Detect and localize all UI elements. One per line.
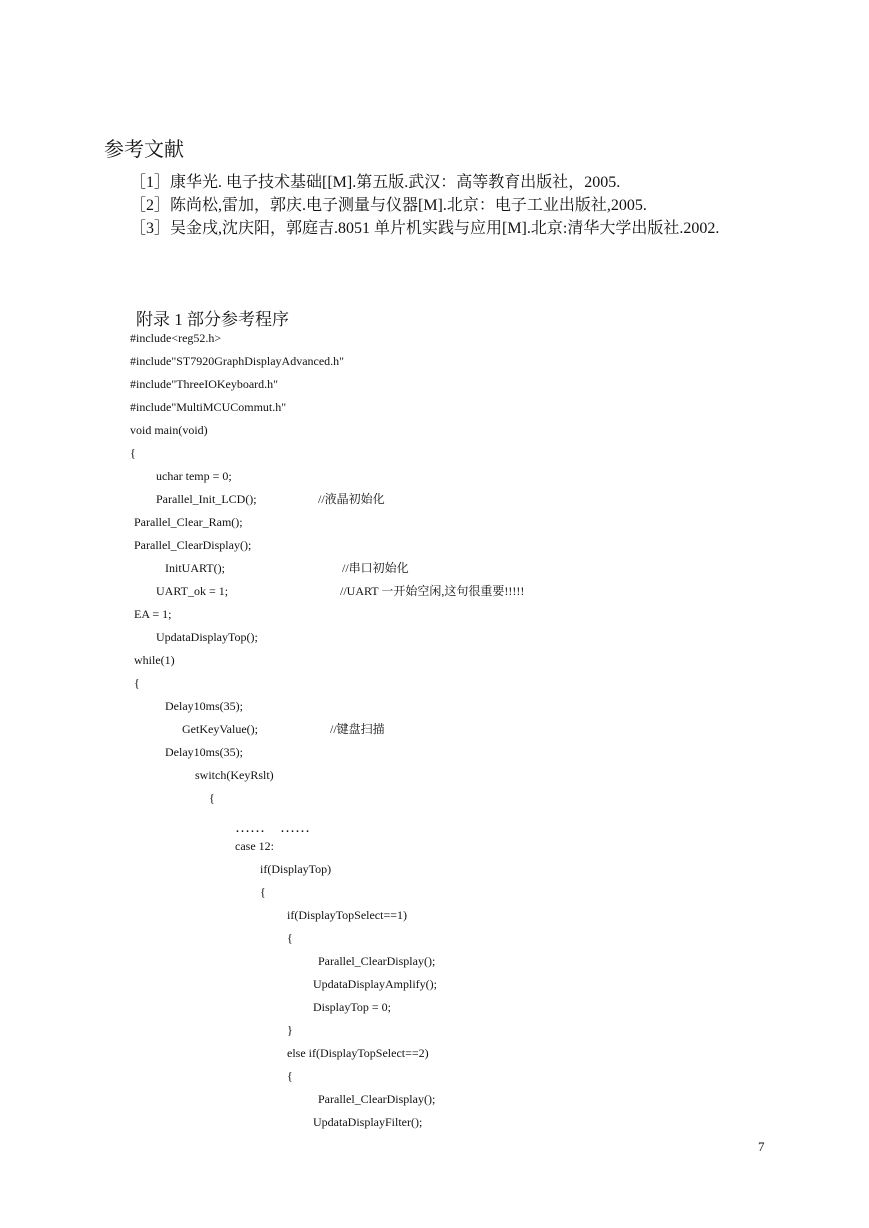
code-line [165,744,243,760]
code-line [130,399,286,415]
code-line [134,537,251,553]
code-line [156,629,258,645]
code-line [318,1091,435,1107]
code-line [260,884,266,900]
code-line [165,560,409,576]
code-text: void main(void) [130,423,208,437]
code-line [235,820,310,836]
code-line [313,999,391,1015]
page-number: 7 [758,1139,765,1154]
code-text: Parallel_Clear_Ram(); [134,515,243,529]
code-line [287,907,407,923]
code-text: Parallel_ClearDisplay(); [134,538,252,552]
code-text: Delay10ms(35); [165,745,243,759]
code-comment: //串口初始化 [342,561,409,575]
code-line [287,930,293,946]
code-line [287,1022,293,1038]
code-line [130,445,136,461]
code-line [318,953,435,969]
code-comment: //UART 一开始空闲,这句很重要!!!!! [340,584,525,598]
appendix-title: 附录 1 部分参考程序 [136,310,289,329]
reference-item: ［1］康华光. 电子技术基础[[M].第五版.武汉：高等教育出版社，2005. [130,174,621,191]
code-text: { [260,885,266,899]
code-comment: //液晶初始化 [318,492,385,506]
code-text: Parallel_ClearDisplay(); [318,954,436,968]
code-line [130,422,208,438]
code-text: while(1) [134,653,175,667]
code-line [235,838,274,854]
code-text: case 12: [235,839,274,853]
code-line [287,1045,429,1061]
code-text: UART_ok = 1; [156,584,229,598]
code-line [287,1068,293,1084]
code-text: InitUART(); [165,561,225,575]
reference-item: ［3］吴金戌,沈庆阳，郭庭吉.8051 单片机实践与应用[M].北京:清华大学出版社.2002. [130,220,720,237]
code-text: Parallel_Init_LCD(); [156,492,257,506]
code-text: if(DisplayTop) [260,862,332,876]
code-line [156,491,385,507]
code-text: #include"MultiMCUCommut.h" [130,400,287,414]
code-text: uchar temp = 0; [156,469,232,483]
code-line [156,468,232,484]
code-text: { [209,791,215,805]
reference-item: ［2］陈尚松,雷加，郭庆.电子测量与仪器[M].北京：电子工业出版社,2005. [130,197,647,214]
code-text: EA = 1; [134,607,172,621]
code-text: Parallel_ClearDisplay(); [318,1092,436,1106]
code-line [209,790,215,806]
code-text: { [287,931,293,945]
code-text: Delay10ms(35); [165,699,243,713]
code-text: GetKeyValue(); [182,722,258,736]
code-text: UpdataDisplayFilter(); [313,1115,423,1129]
code-text: UpdataDisplayTop(); [156,630,258,644]
code-text: else if(DisplayTopSelect==2) [287,1046,429,1060]
code-text: #include<reg52.h> [130,331,222,345]
code-comment: //键盘扫描 [330,722,385,736]
code-line [182,721,385,737]
reference-list [130,171,719,240]
code-line [134,675,140,691]
code-line [134,606,171,622]
references-heading: 参考文献 [104,139,184,161]
code-text: DisplayTop = 0; [313,1000,391,1014]
code-line [313,1114,422,1130]
code-text: #include"ThreeIOKeyboard.h" [130,377,279,391]
code-text: if(DisplayTopSelect==1) [287,908,407,922]
code-line [134,514,243,530]
code-text: { [130,446,136,460]
code-text: { [134,676,140,690]
code-text: switch(KeyRslt) [195,768,274,782]
code-text: …… …… [235,820,310,836]
code-line [130,353,344,369]
code-text: { [287,1069,293,1083]
code-line [260,861,331,877]
code-text: } [287,1023,293,1037]
code-text: UpdataDisplayAmplify(); [313,977,437,991]
code-line [134,652,175,668]
code-line [313,976,437,992]
code-line [165,698,243,714]
code-line [156,583,525,599]
code-line [130,330,221,346]
code-line [130,376,278,392]
code-text: #include"ST7920GraphDisplayAdvanced.h" [130,354,345,368]
code-line [195,767,274,783]
